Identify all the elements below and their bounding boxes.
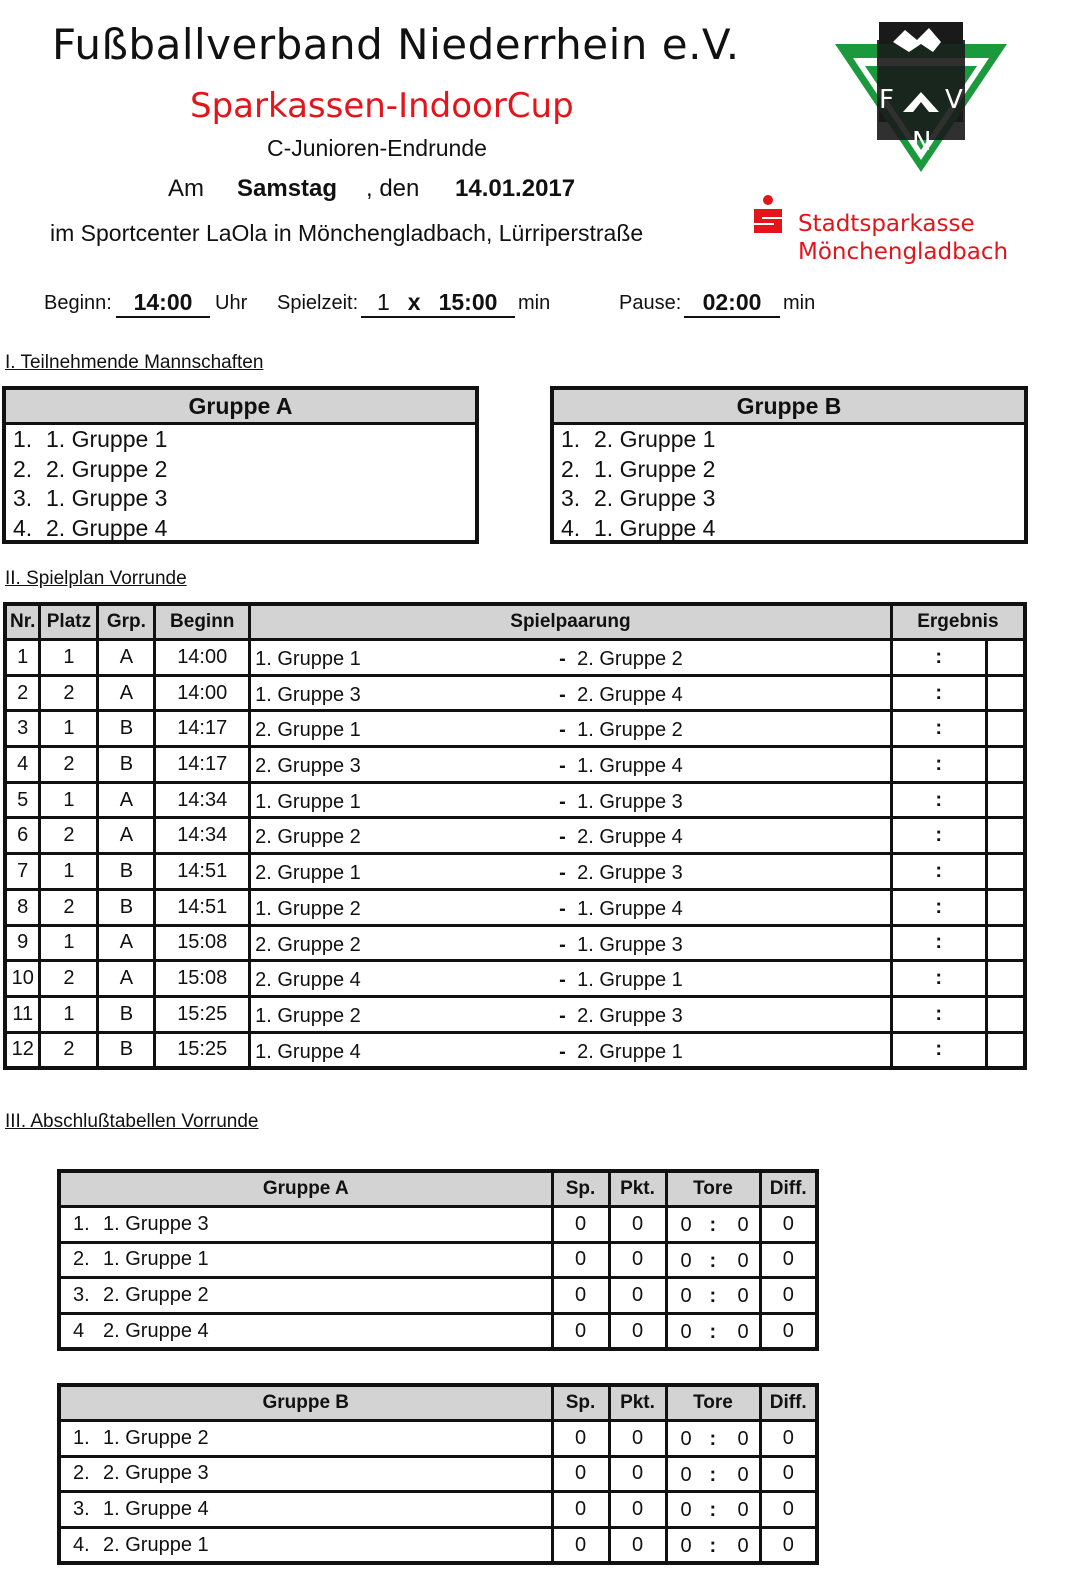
- result-extra-field[interactable]: [986, 1032, 1025, 1068]
- match-grp: A: [98, 675, 155, 711]
- tore-for: 0: [680, 1249, 692, 1272]
- group-a-box: [2, 386, 479, 544]
- tore-separator: :: [709, 1499, 717, 1522]
- result-extra-field[interactable]: [986, 996, 1025, 1032]
- standings-tore: [666, 1456, 760, 1492]
- result-separator: :: [935, 895, 942, 918]
- standings-pkt: 0: [609, 1492, 666, 1528]
- sponsor-line-1: Stadtsparkasse: [798, 211, 975, 237]
- tore-for: 0: [680, 1428, 692, 1450]
- match-platz: 2: [40, 818, 98, 854]
- standings-row: [59, 1421, 817, 1457]
- result-separator: :: [935, 931, 942, 954]
- pairing-dash: -: [559, 648, 566, 670]
- standings-team-cell: [59, 1207, 552, 1243]
- standings-row: [59, 1492, 817, 1528]
- logo-letter-n: N: [912, 127, 932, 157]
- tore-against: 0: [737, 1249, 749, 1272]
- pause-unit: min: [783, 292, 816, 314]
- match-grp: B: [98, 854, 155, 890]
- group-b-team: 3. 2. Gruppe 3: [561, 485, 716, 511]
- spielzeit-count: 1: [377, 289, 390, 315]
- home-team: 1. Gruppe 4: [255, 1040, 361, 1063]
- standings-pos: 3.: [73, 1497, 90, 1520]
- beginn-label: Beginn:: [44, 292, 112, 314]
- col-beginn: Beginn: [155, 604, 250, 640]
- match-nr: 5: [5, 782, 40, 818]
- schedule-row: [5, 1032, 1025, 1068]
- standings-tore: [666, 1313, 760, 1349]
- tore-separator: :: [709, 1214, 717, 1236]
- match-pairing: [250, 1032, 892, 1068]
- tore-against: 0: [737, 1214, 749, 1236]
- match-beginn: 14:51: [155, 889, 250, 925]
- standings-pkt: 0: [609, 1278, 666, 1314]
- standings-tore: [666, 1421, 760, 1457]
- tore-against: 0: [737, 1463, 749, 1486]
- standings-row: [59, 1278, 817, 1314]
- pairing-dash: -: [559, 790, 566, 813]
- match-pairing: [250, 782, 892, 818]
- standings-pos: 2.: [73, 1248, 90, 1271]
- standings-team-cell: [59, 1421, 552, 1457]
- standings-group-header: Gruppe A: [59, 1171, 552, 1207]
- standings-group-header: Gruppe B: [59, 1385, 552, 1421]
- group-b-box: [550, 386, 1028, 544]
- col-nr: Nr.: [5, 604, 40, 640]
- pairing-dash: -: [559, 897, 566, 920]
- match-nr: 8: [5, 889, 40, 925]
- standings-sp: 0: [552, 1207, 609, 1243]
- match-grp: A: [98, 925, 155, 961]
- home-team: 2. Gruppe 2: [255, 826, 361, 849]
- match-beginn: 15:08: [155, 925, 250, 961]
- tore-for: 0: [680, 1214, 692, 1236]
- standings-pkt: 0: [609, 1456, 666, 1492]
- standings-row: [59, 1242, 817, 1278]
- match-grp: A: [98, 961, 155, 997]
- result-separator: :: [935, 788, 942, 811]
- match-pairing: [250, 961, 892, 997]
- result-field[interactable]: [891, 675, 986, 711]
- sparkasse-s-icon: [750, 195, 786, 235]
- tore-against: 0: [737, 1285, 749, 1308]
- standings-tore: [666, 1527, 760, 1563]
- schedule-table: [3, 602, 1027, 1070]
- match-nr: 6: [5, 818, 40, 854]
- pairing-dash: -: [559, 933, 566, 956]
- match-pairing: [250, 640, 892, 676]
- match-platz: 1: [40, 711, 98, 747]
- schedule-row: [5, 818, 1025, 854]
- result-field[interactable]: [891, 961, 986, 997]
- col-grp: Grp.: [98, 604, 155, 640]
- pairing-dash: -: [559, 1004, 566, 1027]
- standings-sp: 0: [552, 1421, 609, 1457]
- match-beginn: 14:17: [155, 747, 250, 783]
- match-pairing: [250, 996, 892, 1032]
- standings-sp: 0: [552, 1242, 609, 1278]
- match-beginn: 14:34: [155, 818, 250, 854]
- result-separator: :: [935, 752, 942, 775]
- result-extra-field[interactable]: [986, 675, 1025, 711]
- tore-separator: :: [709, 1428, 717, 1450]
- col-result: Ergebnis: [891, 604, 1025, 640]
- schedule-row: [5, 747, 1025, 783]
- standings-team: 1. Gruppe 3: [103, 1212, 209, 1235]
- match-nr: 11: [5, 996, 40, 1032]
- home-team: 2. Gruppe 1: [255, 862, 361, 885]
- beginn-value: 14:00: [116, 289, 210, 318]
- match-pairing: [250, 889, 892, 925]
- spielzeit-x: x: [407, 289, 421, 315]
- standings-diff: 0: [760, 1527, 817, 1563]
- tore-for: 0: [680, 1320, 692, 1343]
- group-a-team: 4. 2. Gruppe 4: [13, 514, 168, 541]
- col-platz: Platz: [40, 604, 98, 640]
- cup-title: Sparkassen-IndoorCup: [190, 86, 574, 126]
- match-pairing: [250, 747, 892, 783]
- col-sp: Sp.: [552, 1171, 609, 1207]
- group-b-team: 2. 1. Gruppe 2: [561, 455, 716, 482]
- home-team: 1. Gruppe 2: [255, 897, 361, 920]
- pause-label: Pause:: [619, 292, 682, 314]
- result-extra-field[interactable]: [986, 818, 1025, 854]
- schedule-row: [5, 854, 1025, 890]
- standings-team: 2. Gruppe 1: [103, 1533, 209, 1556]
- schedule-row: [5, 711, 1025, 747]
- standings-sp: 0: [552, 1527, 609, 1563]
- standings-tore: [666, 1278, 760, 1314]
- match-pairing: [250, 818, 892, 854]
- result-extra-field[interactable]: [986, 640, 1025, 676]
- standings-pos: 1.: [73, 1426, 90, 1449]
- match-beginn: 14:17: [155, 711, 250, 747]
- standings-pkt: 0: [609, 1207, 666, 1243]
- standings-team: 2. Gruppe 3: [103, 1462, 209, 1485]
- result-extra-field[interactable]: [986, 747, 1025, 783]
- group-b-team: 1. 2. Gruppe 1: [561, 426, 716, 452]
- standings-pos: 3.: [73, 1283, 90, 1306]
- tore-for: 0: [680, 1534, 692, 1557]
- match-nr: 3: [5, 711, 40, 747]
- standings-header-row: [59, 1171, 817, 1207]
- event-date: 14.01.2017: [455, 175, 576, 202]
- result-field[interactable]: [891, 889, 986, 925]
- home-team: 1. Gruppe 1: [255, 648, 361, 670]
- result-field[interactable]: [891, 854, 986, 890]
- group-a-team: 1. 1. Gruppe 1: [13, 426, 168, 452]
- section-teams-title: I. Teilnehmende Mannschaften: [5, 352, 264, 373]
- group-a-team: 3. 1. Gruppe 3: [13, 485, 168, 511]
- match-beginn: 15:25: [155, 996, 250, 1032]
- pairing-dash: -: [559, 862, 566, 885]
- pairing-dash: -: [559, 755, 566, 778]
- standings-team: 2. Gruppe 4: [103, 1319, 209, 1342]
- standings-tore: [666, 1492, 760, 1528]
- match-platz: 2: [40, 1032, 98, 1068]
- col-diff: Diff.: [760, 1385, 817, 1421]
- spielzeit-unit: min: [518, 292, 551, 314]
- result-extra-field[interactable]: [986, 889, 1025, 925]
- logo-letter-f: F: [879, 85, 894, 115]
- group-b-header: Gruppe B: [554, 390, 1024, 425]
- match-platz: 1: [40, 925, 98, 961]
- page-title: Fußballverband Niederrhein e.V.: [52, 20, 740, 69]
- match-platz: 2: [40, 889, 98, 925]
- result-extra-field[interactable]: [986, 925, 1025, 961]
- schedule-row: [5, 925, 1025, 961]
- tore-against: 0: [737, 1320, 749, 1343]
- col-pairing: Spielpaarung: [250, 604, 892, 640]
- standings-row: [59, 1527, 817, 1563]
- match-nr: 10: [5, 961, 40, 997]
- standings-sp: 0: [552, 1278, 609, 1314]
- result-extra-field[interactable]: [986, 711, 1025, 747]
- result-separator: :: [935, 1038, 942, 1061]
- result-separator: :: [935, 1002, 942, 1025]
- pairing-dash: -: [559, 683, 566, 706]
- match-platz: 2: [40, 961, 98, 997]
- standings-team: 1. Gruppe 2: [103, 1426, 209, 1449]
- date-prefix: Am: [168, 175, 204, 202]
- col-pkt: Pkt.: [609, 1385, 666, 1421]
- standings-pkt: 0: [609, 1313, 666, 1349]
- guest-team: 2. Gruppe 3: [577, 862, 683, 885]
- sponsor-name: [798, 210, 1008, 266]
- col-pkt: Pkt.: [609, 1171, 666, 1207]
- result-field[interactable]: [891, 782, 986, 818]
- category-label: C-Junioren-Endrunde: [267, 135, 487, 161]
- standings-diff: 0: [760, 1313, 817, 1349]
- match-beginn: 14:34: [155, 782, 250, 818]
- match-pairing: [250, 711, 892, 747]
- result-extra-field[interactable]: [986, 782, 1025, 818]
- guest-team: 2. Gruppe 2: [577, 648, 683, 670]
- guest-team: 1. Gruppe 2: [577, 719, 683, 742]
- result-field[interactable]: [891, 818, 986, 854]
- section-standings-title: III. Abschlußtabellen Vorrunde: [5, 1111, 259, 1132]
- standings-team-cell: [59, 1242, 552, 1278]
- schedule-header-row: [5, 604, 1025, 640]
- weekday: Samstag: [237, 175, 338, 202]
- match-grp: A: [98, 782, 155, 818]
- standings-pkt: 0: [609, 1242, 666, 1278]
- standings-team-cell: [59, 1492, 552, 1528]
- schedule-row: [5, 675, 1025, 711]
- group-a-team: 2. 2. Gruppe 2: [13, 455, 168, 482]
- home-team: 2. Gruppe 1: [255, 719, 361, 742]
- match-grp: B: [98, 747, 155, 783]
- guest-team: 2. Gruppe 4: [577, 826, 683, 849]
- match-grp: B: [98, 889, 155, 925]
- guest-team: 2. Gruppe 1: [577, 1040, 683, 1063]
- result-separator: :: [935, 645, 942, 668]
- standings-diff: 0: [760, 1492, 817, 1528]
- standings-table-b: [57, 1383, 819, 1565]
- result-separator: :: [935, 717, 942, 740]
- spielzeit-underline: [361, 289, 515, 318]
- match-nr: 1: [5, 640, 40, 676]
- standings-sp: 0: [552, 1313, 609, 1349]
- standings-table-a: [57, 1169, 819, 1351]
- standings-sp: 0: [552, 1456, 609, 1492]
- match-beginn: 14:51: [155, 854, 250, 890]
- schedule-row: [5, 640, 1025, 676]
- tore-for: 0: [680, 1499, 692, 1522]
- match-platz: 1: [40, 640, 98, 676]
- standings-sp: 0: [552, 1492, 609, 1528]
- standings-pkt: 0: [609, 1527, 666, 1563]
- standings-tore: [666, 1207, 760, 1243]
- match-platz: 1: [40, 782, 98, 818]
- match-nr: 2: [5, 675, 40, 711]
- standings-team: 1. Gruppe 1: [103, 1248, 209, 1271]
- beginn-unit: Uhr: [215, 292, 248, 314]
- schedule-row: [5, 996, 1025, 1032]
- home-team: 2. Gruppe 2: [255, 933, 361, 956]
- result-extra-field[interactable]: [986, 961, 1025, 997]
- guest-team: 1. Gruppe 3: [577, 933, 683, 956]
- home-team: 2. Gruppe 4: [255, 969, 361, 992]
- tore-separator: :: [709, 1320, 717, 1343]
- sponsor-line-2: Mönchengladbach: [798, 239, 1009, 265]
- standings-header-row: [59, 1385, 817, 1421]
- match-grp: A: [98, 640, 155, 676]
- tore-separator: :: [709, 1285, 717, 1308]
- standings-pos: 2.: [73, 1462, 90, 1485]
- standings-row: [59, 1207, 817, 1243]
- match-beginn: 14:00: [155, 675, 250, 711]
- match-beginn: 15:08: [155, 961, 250, 997]
- match-nr: 7: [5, 854, 40, 890]
- group-b-team: 4. 1. Gruppe 4: [561, 514, 716, 541]
- guest-team: 1. Gruppe 4: [577, 755, 683, 778]
- match-beginn: 14:00: [155, 640, 250, 676]
- guest-team: 1. Gruppe 4: [577, 897, 683, 920]
- pairing-dash: -: [559, 719, 566, 742]
- tore-against: 0: [737, 1534, 749, 1557]
- tore-separator: :: [709, 1534, 717, 1557]
- standings-pkt: 0: [609, 1421, 666, 1457]
- result-field[interactable]: [891, 711, 986, 747]
- spielzeit-value: 15:00: [438, 289, 498, 315]
- standings-diff: 0: [760, 1456, 817, 1492]
- standings-team-cell: [59, 1527, 552, 1563]
- guest-team: 1. Gruppe 1: [577, 969, 683, 992]
- col-tore: Tore: [666, 1171, 760, 1207]
- standings-team-cell: [59, 1313, 552, 1349]
- match-platz: 1: [40, 996, 98, 1032]
- result-field[interactable]: [891, 925, 986, 961]
- standings-team: 2. Gruppe 2: [103, 1283, 209, 1306]
- match-nr: 12: [5, 1032, 40, 1068]
- pairing-dash: -: [559, 826, 566, 849]
- match-pairing: [250, 675, 892, 711]
- col-tore: Tore: [666, 1385, 760, 1421]
- result-extra-field[interactable]: [986, 854, 1025, 890]
- tore-for: 0: [680, 1463, 692, 1486]
- result-separator: :: [935, 967, 942, 990]
- standings-diff: 0: [760, 1278, 817, 1314]
- result-separator: :: [935, 824, 942, 847]
- standings-pos: 4.: [73, 1533, 90, 1556]
- match-pairing: [250, 925, 892, 961]
- tore-separator: :: [709, 1463, 717, 1486]
- result-separator: :: [935, 681, 942, 704]
- date-mid: , den: [366, 175, 420, 202]
- group-a-header: Gruppe A: [6, 390, 475, 425]
- schedule-row: [5, 961, 1025, 997]
- schedule-row: [5, 782, 1025, 818]
- pause-value: 02:00: [684, 289, 780, 318]
- home-team: 1. Gruppe 2: [255, 1004, 361, 1027]
- standings-diff: 0: [760, 1242, 817, 1278]
- pairing-dash: -: [559, 1040, 566, 1063]
- standings-tore: [666, 1242, 760, 1278]
- guest-team: 2. Gruppe 4: [577, 683, 683, 706]
- section-schedule-title: II. Spielplan Vorrunde: [5, 568, 187, 589]
- standings-team-cell: [59, 1278, 552, 1314]
- match-pairing: [250, 854, 892, 890]
- logo-letter-v: V: [945, 85, 963, 115]
- standings-pos: 1.: [73, 1212, 90, 1235]
- tore-for: 0: [680, 1285, 692, 1308]
- home-team: 1. Gruppe 1: [255, 790, 361, 813]
- col-sp: Sp.: [552, 1385, 609, 1421]
- home-team: 2. Gruppe 3: [255, 755, 361, 778]
- standings-pos: 4: [73, 1319, 85, 1342]
- guest-team: 2. Gruppe 3: [577, 1004, 683, 1027]
- match-grp: B: [98, 1032, 155, 1068]
- match-platz: 2: [40, 747, 98, 783]
- match-platz: 1: [40, 854, 98, 890]
- fvn-logo: [833, 22, 1009, 174]
- spielzeit-label: Spielzeit:: [277, 292, 359, 314]
- guest-team: 1. Gruppe 3: [577, 790, 683, 813]
- match-beginn: 15:25: [155, 1032, 250, 1068]
- tore-against: 0: [737, 1428, 749, 1450]
- result-field[interactable]: [891, 1032, 986, 1068]
- match-nr: 9: [5, 925, 40, 961]
- match-grp: B: [98, 711, 155, 747]
- match-nr: 4: [5, 747, 40, 783]
- tore-separator: :: [709, 1249, 717, 1272]
- standings-row: [59, 1313, 817, 1349]
- schedule-row: [5, 889, 1025, 925]
- standings-row: [59, 1456, 817, 1492]
- pairing-dash: -: [559, 969, 566, 992]
- result-field[interactable]: [891, 640, 986, 676]
- match-grp: A: [98, 818, 155, 854]
- standings-diff: 0: [760, 1207, 817, 1243]
- standings-team-cell: [59, 1456, 552, 1492]
- col-diff: Diff.: [760, 1171, 817, 1207]
- venue-line: im Sportcenter LaOla in Mönchengladbach, Lürriperstraße: [50, 220, 644, 246]
- result-field[interactable]: [891, 747, 986, 783]
- standings-team: 1. Gruppe 4: [103, 1497, 209, 1520]
- result-separator: :: [935, 859, 942, 882]
- match-grp: B: [98, 996, 155, 1032]
- match-platz: 2: [40, 675, 98, 711]
- tore-against: 0: [737, 1499, 749, 1522]
- home-team: 1. Gruppe 3: [255, 683, 361, 706]
- result-field[interactable]: [891, 996, 986, 1032]
- standings-diff: 0: [760, 1421, 817, 1457]
